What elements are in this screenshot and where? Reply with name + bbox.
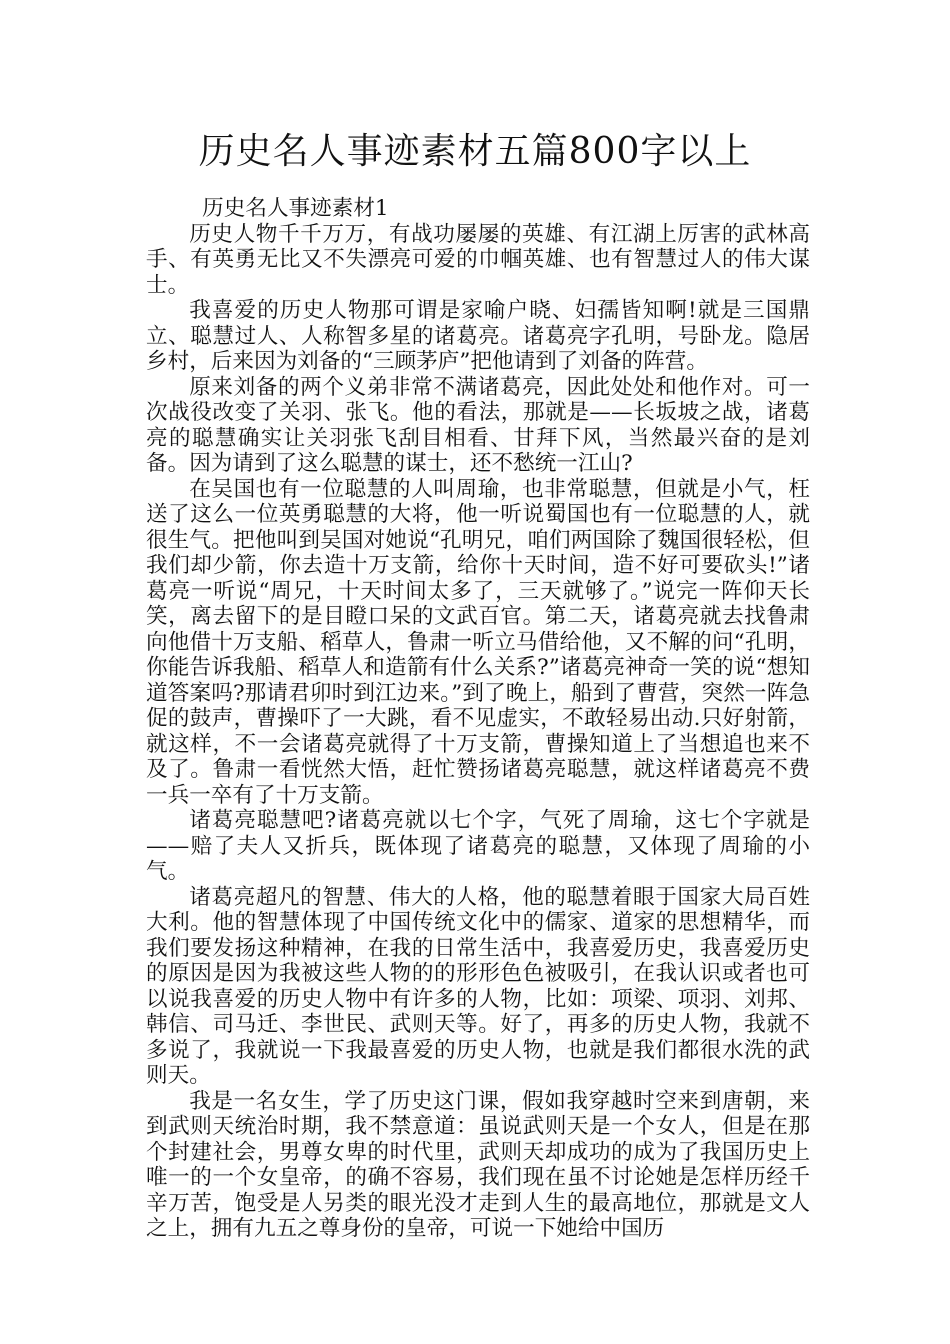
paragraph-2: 我喜爱的历史人物那可谓是家喻户晓、妇孺皆知啊!就是三国鼎立、聪慧过人、人称智多星的诸葛亮。诸葛亮字孔明，号卧龙。隐居乡村，后来因为刘备的“三顾茅庐”把他请到了刘备的阵营。	[146, 298, 810, 374]
document-body	[146, 196, 810, 1242]
section-heading: 历史名人事迹素材1	[202, 196, 389, 221]
paragraph-4: 在吴国也有一位聪慧的人叫周瑜，也非常聪慧，但就是小气，枉送了这么一位英勇聪慧的大将，他一听说蜀国也有一位聪慧的人，就很生气。把他叫到吴国对她说“孔明兄，咱们两国除了魏国很轻松，但我们却少箭，你去造十万支箭，给你十天时间，造不好可要砍头!”诸葛亮一听说“周兄，十天时间太多了，三天就够了。”说完一阵仰天长笑，离去留下的是目瞪口呆的文武百官。第二天，诸葛亮就去找鲁肃向他借十万支船、稻草人，鲁肃一听立马借给他，又不解的问“孔明，你能告诉我船、稻草人和造箭有什么关系?”诸葛亮神奇一笑的说“想知道答案吗?那请君卯时到江边来。”到了晚上，船到了曹营，突然一阵急促的鼓声，曹操吓了一大跳，看不见虚实，不敢轻易出动.只好射箭，就这样，不一会诸葛亮就得了十万支箭，曹操知道上了当想追也来不及了。鲁肃一看恍然大悟，赶忙赞扬诸葛亮聪慧，就这样诸葛亮不费一兵一卒有了十万支箭。	[146, 476, 810, 808]
paragraph-3: 原来刘备的两个义弟非常不满诸葛亮，因此处处和他作对。可一次战役改变了关羽、张飞。他的看法，那就是——长坂坡之战，诸葛亮的聪慧确实让关羽张飞刮目相看、甘拜下风，当然最兴奋的是刘备。因为请到了这么聪慧的谋士，还不愁统一江山?	[146, 374, 810, 476]
paragraph-6: 诸葛亮超凡的智慧、伟大的人格，他的聪慧着眼于国家大局百姓大利。他的智慧体现了中国传统文化中的儒家、道家的思想精华，而我们要发扬这种精神，在我的日常生活中，我喜爱历史，我喜爱历史的原因是因为我被这些人物的的形形色色被吸引，在我认识或者也可以说我喜爱的历史人物中有许多的人物，比如：项梁、项羽、刘邦、韩信、司马迁、李世民、武则天等。好了，再多的历史人物，我就不多说了，我就说一下我最喜爱的历史人物，也就是我们都很水洗的武则天。	[146, 884, 810, 1088]
paragraph-5: 诸葛亮聪慧吧?诸葛亮就以七个字，气死了周瑜，这七个字就是——赔了夫人又折兵，既体现了诸葛亮的聪慧，又体现了周瑜的小气。	[146, 808, 810, 884]
document-title: 历史名人事迹素材五篇800字以上	[198, 131, 752, 172]
paragraph-1: 历史人物千千万万，有战功屡屡的英雄、有江湖上厉害的武林高手、有英勇无比又不失漂亮可爱的巾帼英雄、也有智慧过人的伟大谋士。	[146, 221, 810, 298]
paragraph-7: 我是一名女生，学了历史这门课，假如我穿越时空来到唐朝，来到武则天统治时期，我不禁意道：虽说武则天是一个女人，但是在那个封建社会，男尊女卑的时代里，武则天却成功的成为了我国历史上唯一的一个女皇帝，的确不容易，我们现在虽不讨论她是怎样历经千辛万苦，饱受是人另类的眼光没才走到人生的最高地位，那就是文人之上，拥有九五之尊身份的皇帝，可说一下她给中国历	[146, 1088, 810, 1241]
